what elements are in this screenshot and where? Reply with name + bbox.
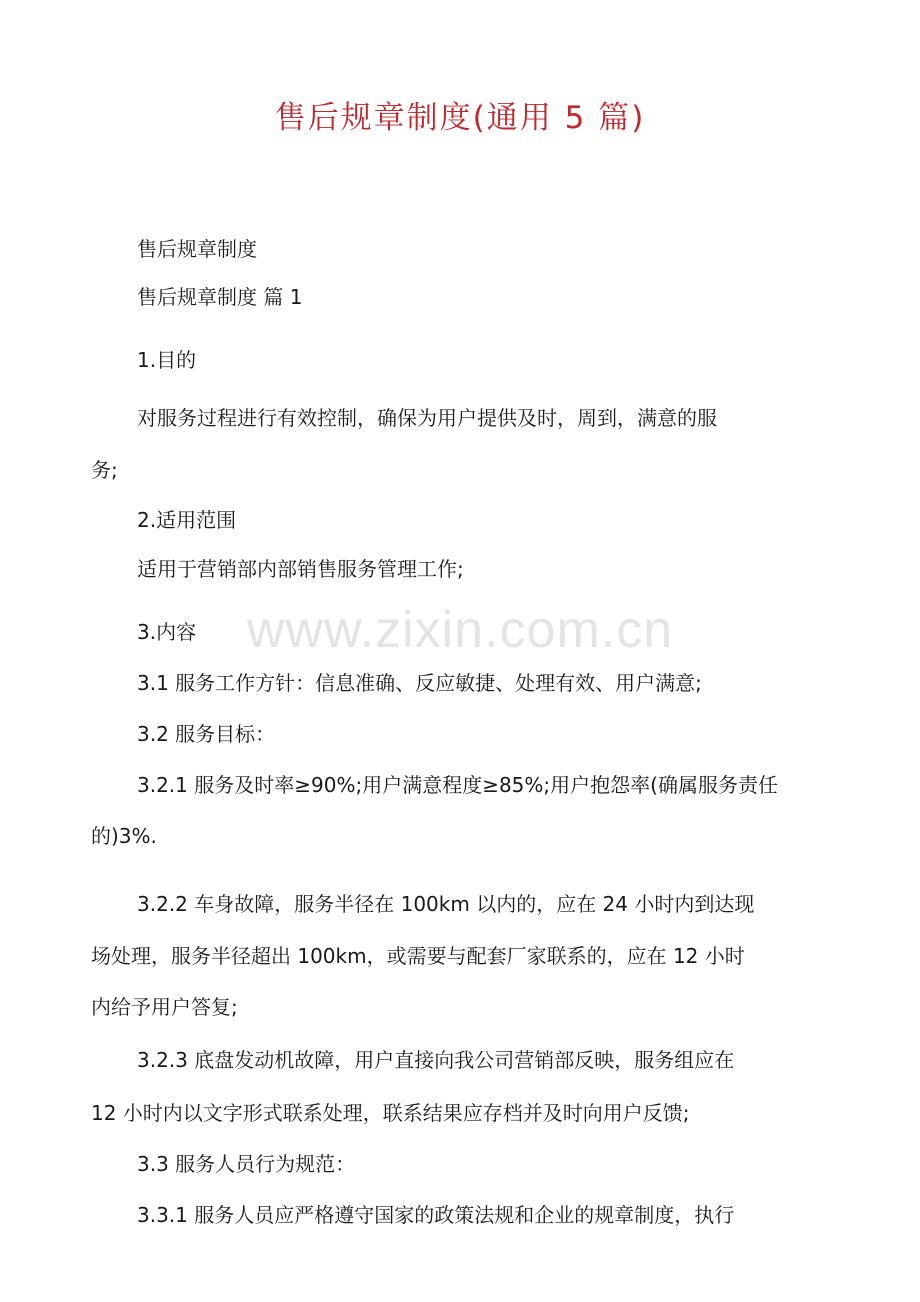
paragraph-line: 3.3.1 服务人员应严格遵守国家的政策法规和企业的规章制度，执行 — [137, 1203, 735, 1227]
paragraph-line: 务; — [91, 458, 118, 482]
heading-scope: 2.适用范围 — [137, 508, 237, 532]
paragraph-line: 适用于营销部内部销售服务管理工作; — [137, 557, 464, 581]
paragraph-line: 的)3%. — [91, 824, 157, 848]
paragraph-line: 3.2.3 底盘发动机故障，用户直接向我公司营销部反映，服务组应在 — [137, 1048, 735, 1072]
paragraph-line: 3.1 服务工作方针：信息准确、反应敏捷、处理有效、用户满意; — [137, 671, 702, 695]
heading-conduct: 3.3 服务人员行为规范： — [137, 1152, 356, 1176]
watermark: www.zixin.com.cn — [246, 601, 674, 659]
paragraph-line: 3.2.1 服务及时率≥90%;用户满意程度≥85%;用户抱怨率(确属服务责任 — [137, 773, 778, 797]
paragraph-line: 3.2.2 车身故障，服务半径在 100km 以内的，应在 24 小时内到达现 — [137, 892, 755, 916]
heading-content: 3.内容 — [137, 620, 197, 644]
document-title: 售后规章制度(通用 5 篇) — [274, 100, 646, 136]
paragraph-line: 对服务过程进行有效控制，确保为用户提供及时，周到，满意的服 — [137, 406, 717, 430]
heading-service-goals: 3.2 服务目标： — [137, 722, 276, 746]
paragraph-line: 内给予用户答复; — [91, 995, 238, 1019]
paragraph-line: 12 小时内以文字形式联系处理，联系结果应存档并及时向用户反馈; — [91, 1101, 690, 1125]
heading-purpose: 1.目的 — [137, 348, 197, 372]
paragraph-line: 场处理，服务半径超出 100km，或需要与配套厂家联系的，应在 12 小时 — [91, 944, 745, 968]
subtitle-line: 售后规章制度 — [137, 237, 257, 261]
section-heading-part1: 售后规章制度 篇 1 — [137, 285, 303, 309]
